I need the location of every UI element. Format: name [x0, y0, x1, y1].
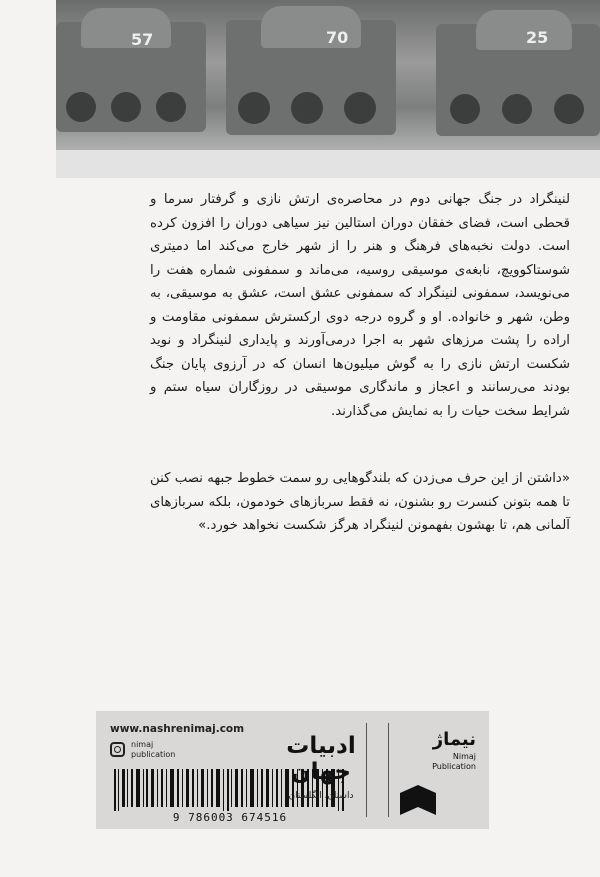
cover-photo-tanks [56, 0, 600, 178]
publisher-book-icon [398, 783, 438, 817]
tank-number: 57 [131, 30, 154, 49]
publisher-name-fa: نیماژ [432, 729, 476, 750]
publisher-name-en [396, 752, 476, 772]
instagram-line1: nimaj [131, 740, 154, 749]
series-title-line1: ادبیات [286, 733, 356, 759]
book-quote: «داشتن از این حرف می‌زدن که بلندگوهایی رو سمت خطوط جبهه نصب کنن تا همه بتونن کنسرت رو بشنون، نه فقط سربازهای خودمون، بلکه سربازهای آلمانی هم، تا بهشون بفهمونن لنینگراد هرگز شکست نخواهد خورد.» [150, 471, 570, 533]
publisher-info-panel [96, 711, 489, 829]
divider [366, 723, 367, 817]
instagram-line2: publication [131, 750, 176, 759]
series-subtitle: داستان، انگلستان [288, 791, 354, 801]
tank-number: 25 [526, 28, 549, 47]
instagram-icon [110, 742, 125, 757]
publisher-en-line2: Publication [432, 762, 476, 771]
instagram-handle [131, 740, 175, 760]
tank-middle [226, 20, 396, 135]
publisher-logo [396, 729, 476, 772]
series-logo [281, 733, 361, 801]
tank-right [436, 24, 600, 136]
tank-number: 70 [326, 28, 349, 47]
snow-ground [56, 150, 600, 178]
series-title-line2: جهان [290, 759, 352, 785]
isbn-number: 9 786003 674516 [172, 811, 288, 824]
divider [388, 723, 389, 817]
website-url[interactable]: www.nashrenimaj.com [110, 723, 245, 735]
publisher-en-line1: Nimaj [452, 752, 476, 761]
book-description: لنینگراد در جنگ جهانی دوم در محاصره‌ی ارتش نازی و گرفتار سرما و قحطی است، فضای خفقان دوران استالین نیز سیاهی دوران را افزون کرده است. دولت نخبه‌های فرهنگ و هنر را از شهر خارج می‌کند اما دمیتری شوستاکوویچ، نابغه‌ی موسیقی روسیه، می‌ماند و سمفونی شماره هفت را می‌نویسد، سمفونی لنینگراد که سمفونی عشق است، عشق به موسیقی، به وطن، شهر و خانواده. او و گروه درجه دوی ارکسترش سمفونی مقاومت و اراده را پشت مرزهای شهر به اجرا درمی‌آورند و پایداری لنینگراد و نوید شکست ارتش نازی را به گوش میلیون‌ها انسان که در آرزوی پایان جنگ بودند می‌رسانند و اعجاز و ماندگاری موسیقی در روزگاران سیاه ستم و شرایط سخت حیات را به نمایش می‌گذارند. [150, 192, 570, 419]
